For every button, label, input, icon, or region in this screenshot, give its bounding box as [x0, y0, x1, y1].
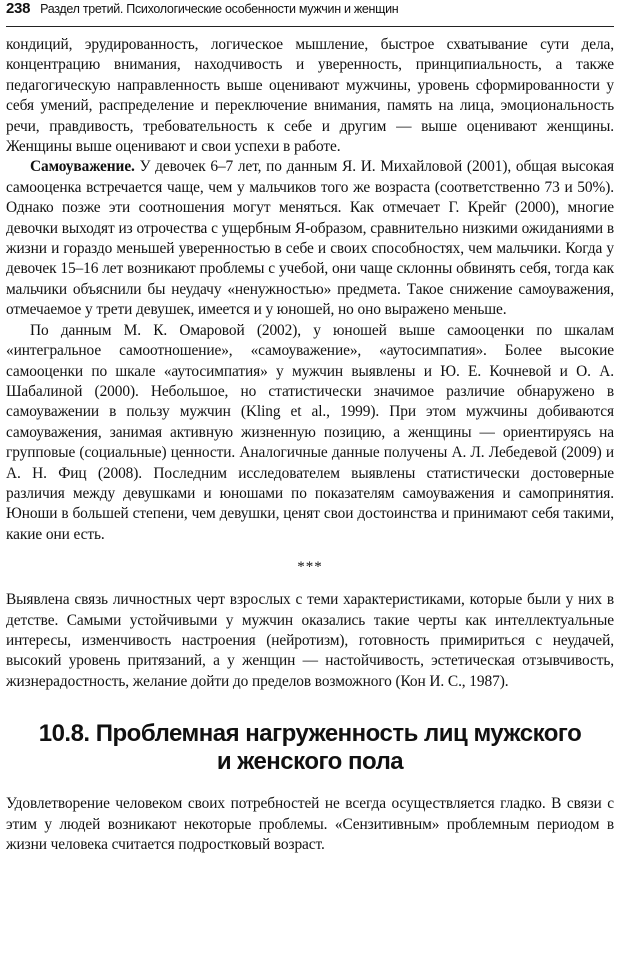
section-heading-line-2: и женского пола [216, 748, 404, 776]
paragraph-lead-term: Самоуважение. [30, 158, 135, 176]
paragraph-self-esteem [6, 157, 614, 320]
paragraph-continuation: кондиций, эрудированность, логическое мышление, быстрое схватывание сути дела, концентрацию внимания, находчивость и уверенность, принципиальность, а также педагогическую направленность выше оценивают мужчины, уровень сформированности у себя умений, распределение и переключение внимания, память на лица, эмоциональность речи, правдивость, требовательность к себе и другим — выше оценивают женщины. Женщины выше оценивают и свои успехи в работе. [6, 36, 614, 156]
section-heading [16, 720, 604, 776]
running-title: Раздел третий. Психологические особенности мужчин и женщин [40, 2, 399, 16]
paragraph-needs: Удовлетворение человеком своих потребностей не всегда осуществляется гладко. В связи с этим у людей возникают некоторые проблемы. «Сензитивным» проблемным периодом в жизни человека считается подростковый возраст. [6, 795, 614, 853]
running-head [6, 0, 614, 27]
section-separator: *** [297, 559, 323, 576]
paragraph-omarova: По данным М. К. Омаровой (2002), у юношей выше самооценки по шкалам «интегральное самоотношение», «самоуважение», «аутосимпатия». Более высокие самооценки по шкале «аутосимпатия» у мужчин выявлены и Ю. Е. Кочневой и О. А. Шабалиной (2000). Небольшое, но статистически значимое различие обнаружено в самоуважении в пользу мужчин (Kling et al., 1999). При этом мужчины добиваются самоуважения, занимая активную жизненную позицию, а женщины — ориентируясь на групповые (социальные) ценности. Аналогичные данные получены А. Л. Лебедевой (2009) и А. Н. Фиц (2008). Последним исследователем выявлены статистически достоверные различия между девушками и юношами по показателям самоуважения и самопринятия. Юноши в большей степени, чем девушки, ценят свои достоинства и принимают себя такими, какие они есть. [6, 321, 614, 543]
page-number: 238 [6, 0, 31, 17]
paragraph-self-esteem-text: У девочек 6–7 лет, по данным Я. И. Михайловой (2001), общая высокая самооценка встречается чаще, чем у мальчиков того же возраста (соответственно 73 и 50%). Однако позже эти соотношения могут меняться. Как отмечает Г. Крейг (2000), многие девочки выходят из отрочества с ущербным Я-образом, сравнительно низкими ожиданиями в жизни и гораздо меньшей уверенностью в себе и своих способностях, чем мальчики. Когда у девочек 15–16 лет возникают проблемы с учебой, они чаще склонны обвинять себя, тогда как мальчики объяснили бы неудачу «ненужностью» предмета. Такое снижение самоуважения, отмечаемое у трети девушек, имеется и у юношей, но оно выражено меньше. [6, 158, 614, 319]
section-heading-line-1: 10.8. Проблемная нагруженность лиц мужского [38, 720, 582, 748]
paragraph-personality-traits: Выявлена связь личностных черт взрослых с теми характеристиками, которые были у них в детстве. Самыми устойчивыми у мужчин оказались такие черты как интеллектуальные интересы, изменчивость настроения (нейротизм), готовность примириться с неудачей, высокий уровень притязаний, а у женщин — настойчивость, эстетическая отзывчивость, жизнерадостность, желание дойти до пределов возможного (Кон И. С., 1987). [6, 591, 614, 690]
